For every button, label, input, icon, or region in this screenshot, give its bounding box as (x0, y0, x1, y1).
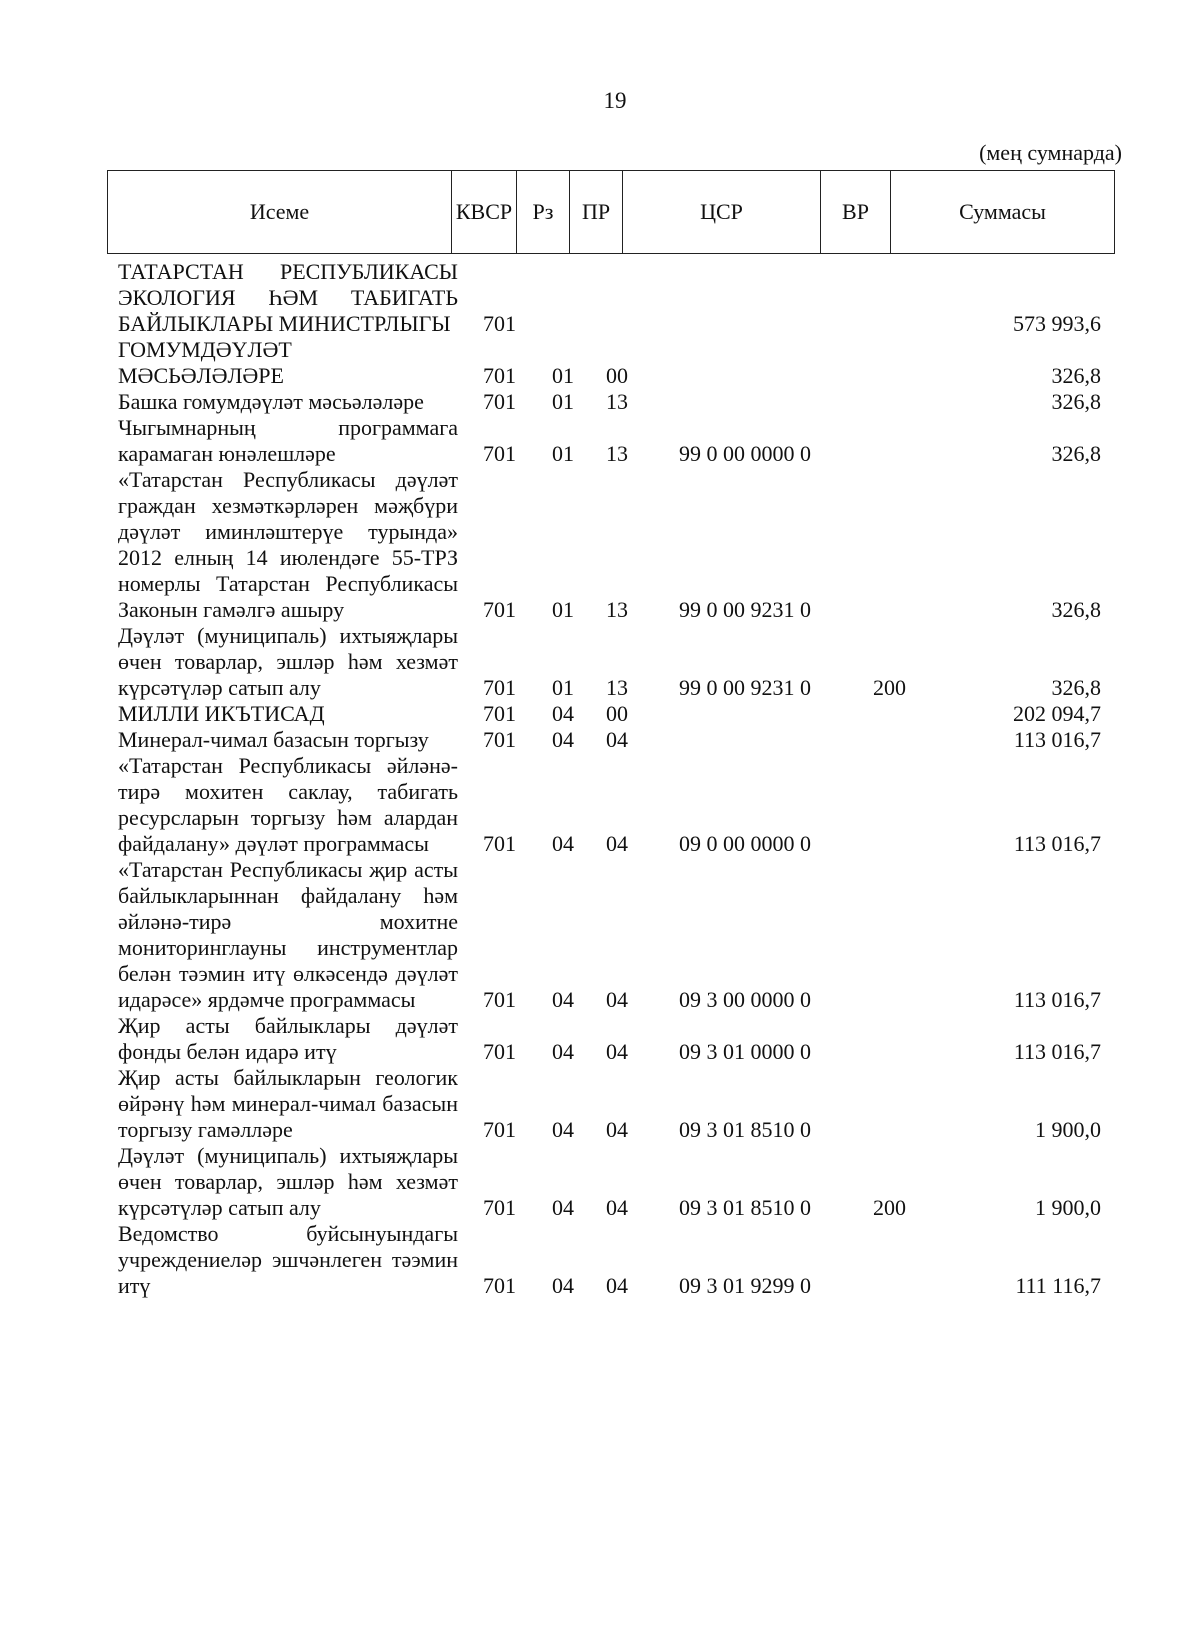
row-kvsr: 701 (483, 727, 516, 752)
row-rz: 01 (552, 389, 574, 414)
table-row (0, 1221, 1200, 1299)
row-name: «Татарстан Республикасы җир асты байлыкларыннан файдалану һәм әйләнә-тирә мохитне мониторинглауны инструментлар белән тәэмин итү өлкәсендә дәүләт идарәсе» ярдәмче программасы (118, 857, 458, 1012)
table-header (107, 170, 1115, 254)
row-name: Җир асты байлыклары дәүләт фонды белән идарә итү (118, 1013, 458, 1064)
row-name: МИЛЛИ ИКЪТИСАД (118, 701, 325, 726)
row-name: Дәүләт (муниципаль) ихтыяҗлары өчен товарлар, эшләр һәм хезмәт күрсәтүләр сатып алу (118, 623, 458, 700)
row-pr: 04 (606, 727, 628, 752)
row-sum: 113 016,7 (1013, 987, 1101, 1012)
row-name: Минерал-чимал базасын торгызу (118, 727, 429, 752)
column-header-vr: ВР (821, 171, 891, 254)
row-rz: 04 (552, 727, 574, 752)
row-csr: 09 3 01 8510 0 (679, 1195, 811, 1220)
row-sum: 113 016,7 (1013, 727, 1101, 752)
column-header-name: Исеме (108, 171, 452, 254)
row-kvsr: 701 (483, 1039, 516, 1064)
row-name: «Татарстан Республикасы дәүләт граждан хезмәткәрләрен мәҗбүри дәүләт иминләштерүе турында» 2012 елның 14 июлендәге 55-ТРЗ номерлы Татарстан Республикасы Законын гамәлгә ашыру (118, 467, 458, 622)
row-sum: 326,8 (1051, 597, 1101, 622)
table-row (0, 1143, 1200, 1221)
row-sum: 326,8 (1051, 389, 1101, 414)
table-row (0, 415, 1200, 467)
row-rz: 01 (552, 597, 574, 622)
row-csr: 09 3 01 8510 0 (679, 1117, 811, 1142)
row-csr: 09 3 01 9299 0 (679, 1273, 811, 1298)
row-rz: 01 (552, 363, 574, 388)
table-row (0, 727, 1200, 753)
row-pr: 04 (606, 1039, 628, 1064)
row-kvsr: 701 (483, 831, 516, 856)
row-rz: 04 (552, 987, 574, 1012)
row-name: Чыгымнарның программага карамаган юнәлешләре (118, 415, 458, 466)
table-row (0, 1013, 1200, 1065)
row-rz: 01 (552, 675, 574, 700)
row-rz: 04 (552, 1195, 574, 1220)
table-row (0, 857, 1200, 1013)
row-pr: 13 (606, 441, 628, 466)
row-kvsr: 701 (483, 363, 516, 388)
table-row (0, 701, 1200, 727)
row-name: Дәүләт (муниципаль) ихтыяҗлары өчен товарлар, эшләр һәм хезмәт күрсәтүләр сатып алу (118, 1143, 458, 1220)
row-name: ТАТАРСТАН РЕСПУБЛИКАСЫ ЭКОЛОГИЯ ҺӘМ ТАБИГАТЬ БАЙЛЫКЛАРЫ МИНИСТРЛЫГЫ (118, 259, 458, 336)
row-kvsr: 701 (483, 1195, 516, 1220)
row-kvsr: 701 (483, 1273, 516, 1298)
row-rz: 04 (552, 831, 574, 856)
row-rz: 04 (552, 1039, 574, 1064)
row-pr: 04 (606, 1273, 628, 1298)
table-row (0, 259, 1200, 337)
units-note: (мең сумнарда) (979, 140, 1122, 165)
row-kvsr: 701 (483, 675, 516, 700)
column-header-rz: Рз (517, 171, 570, 254)
row-pr: 04 (606, 831, 628, 856)
row-rz: 04 (552, 1117, 574, 1142)
row-vr: 200 (873, 1195, 906, 1220)
row-sum: 113 016,7 (1013, 831, 1101, 856)
row-csr: 09 3 01 0000 0 (679, 1039, 811, 1064)
row-kvsr: 701 (483, 987, 516, 1012)
table-row (0, 467, 1200, 623)
row-kvsr: 701 (483, 701, 516, 726)
table-row (0, 623, 1200, 701)
row-vr: 200 (873, 675, 906, 700)
row-kvsr: 701 (483, 441, 516, 466)
row-kvsr: 701 (483, 311, 516, 336)
row-name: ГОМУМДӘҮЛӘТ МӘСЬӘЛӘЛӘРЕ (118, 337, 292, 388)
row-pr: 00 (606, 701, 628, 726)
row-sum: 1 900,0 (1035, 1117, 1101, 1142)
row-csr: 99 0 00 9231 0 (679, 597, 811, 622)
row-name: «Татарстан Республикасы әйләнә-тирә мохитен саклау, табигать ресурсларын торгызу һәм алардан файдалану» дәүләт программасы (118, 753, 458, 856)
row-csr: 09 0 00 0000 0 (679, 831, 811, 856)
row-pr: 13 (606, 597, 628, 622)
row-pr: 04 (606, 1117, 628, 1142)
row-sum: 202 094,7 (1013, 701, 1101, 726)
row-pr: 04 (606, 1195, 628, 1220)
column-header-pr: ПР (570, 171, 623, 254)
row-sum: 326,8 (1051, 675, 1101, 700)
column-header-csr: ЦСР (623, 171, 821, 254)
row-sum: 113 016,7 (1013, 1039, 1101, 1064)
row-pr: 13 (606, 675, 628, 700)
row-sum: 326,8 (1051, 441, 1101, 466)
table-body (0, 259, 1200, 1299)
table-row (0, 1065, 1200, 1143)
row-name: Җир асты байлыкларын геологик өйрәнү һәм минерал-чимал базасын торгызу гамәлләре (118, 1065, 458, 1142)
row-name: Башка гомумдәүләт мәсьәләләре (118, 389, 424, 414)
row-pr: 04 (606, 987, 628, 1012)
row-csr: 99 0 00 0000 0 (679, 441, 811, 466)
table-row (0, 389, 1200, 415)
row-name: Ведомство буйсынуындагы учреждениеләр эшчәнлеген тәэмин итү (118, 1221, 458, 1298)
row-csr: 99 0 00 9231 0 (679, 675, 811, 700)
row-sum: 573 993,6 (1013, 311, 1101, 336)
row-kvsr: 701 (483, 1117, 516, 1142)
row-kvsr: 701 (483, 389, 516, 414)
row-pr: 00 (606, 363, 628, 388)
table-row (0, 337, 1200, 389)
column-header-kvsr: КВСР (452, 171, 517, 254)
row-csr: 09 3 00 0000 0 (679, 987, 811, 1012)
row-rz: 04 (552, 1273, 574, 1298)
row-sum: 111 116,7 (1015, 1273, 1101, 1298)
table-row (0, 753, 1200, 857)
row-pr: 13 (606, 389, 628, 414)
row-sum: 326,8 (1051, 363, 1101, 388)
column-header-sum: Суммасы (891, 171, 1115, 254)
row-rz: 04 (552, 701, 574, 726)
page-number: 19 (603, 88, 627, 113)
row-sum: 1 900,0 (1035, 1195, 1101, 1220)
row-kvsr: 701 (483, 597, 516, 622)
row-rz: 01 (552, 441, 574, 466)
